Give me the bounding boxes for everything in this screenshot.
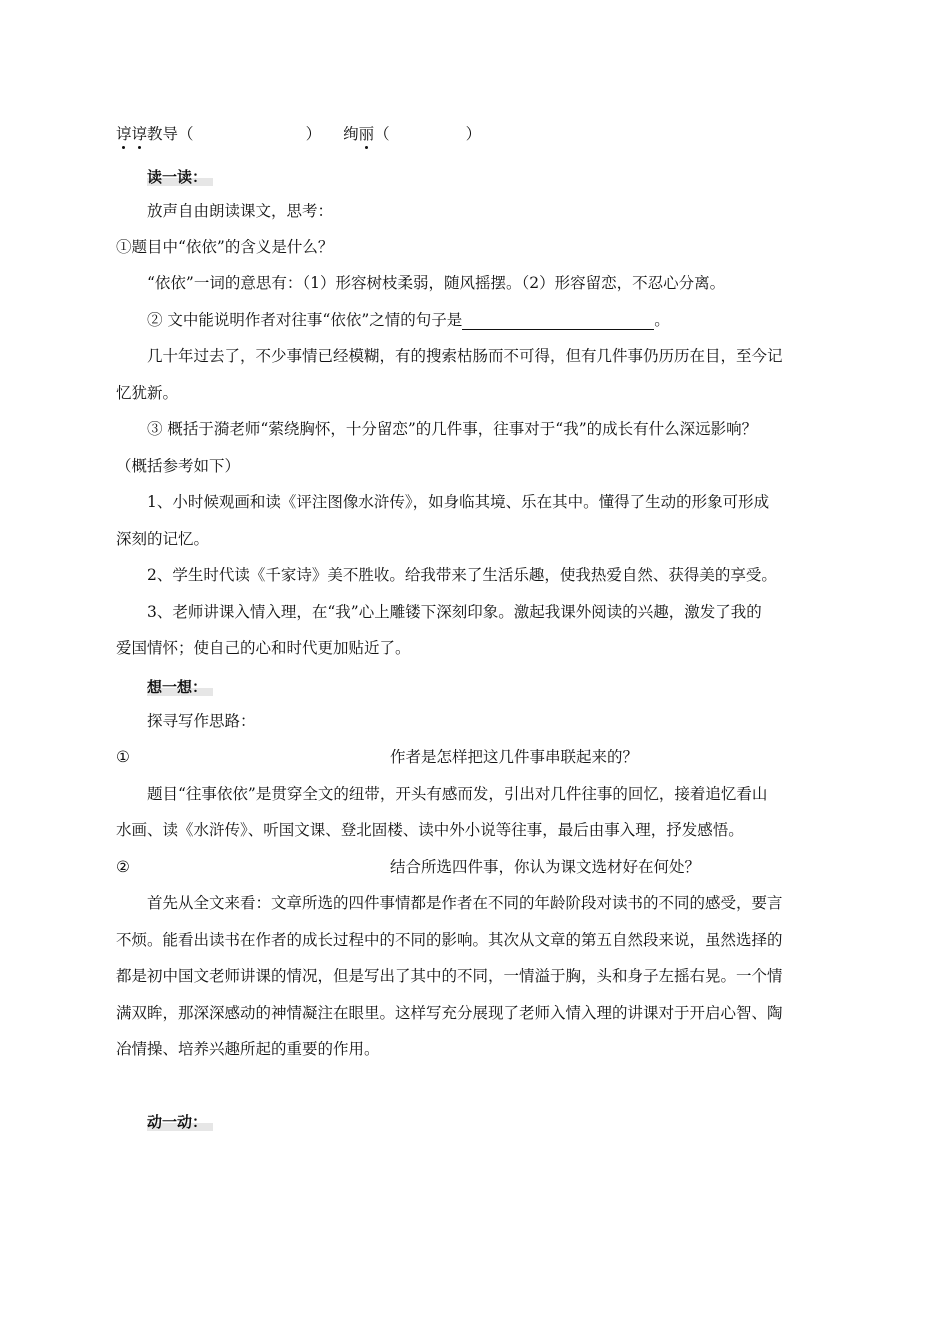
summary-item-2: 2、学生时代读《千家诗》美不胜收。给我带来了生活乐趣，使我热爱自然、获得美的享受。: [147, 566, 777, 584]
vocab-line: [116, 124, 481, 144]
think-question-1: 作者是怎样把这几件事串联起来的？: [390, 748, 639, 766]
think-answer-1-line-1: 题目“往事依依”是贯穿全文的纽带，开头有感而发，引出对几件往事的回忆，接着追忆看山: [147, 785, 768, 803]
summary-item-1-line-2: 深刻的记忆。: [116, 530, 210, 548]
think-answer-1-line-2: 水画、读《水浒传》、听国文课、登北固楼、读中外小说等往事，最后由事入理，抒发感悟。: [116, 821, 744, 839]
summary-item-1-line-1: 1、小时候观画和读《评注图像水浒传》，如身临其境、乐在其中。懂得了生动的形象可形成: [147, 493, 770, 511]
think-intro: 探寻写作思路：: [147, 712, 256, 730]
vocab-paren-open: （: [374, 125, 390, 143]
vocab-word-1-char-2: 谆: [131, 125, 148, 143]
think-question-1-number: ①: [116, 748, 130, 766]
summary-item-3-line-1: 3、老师讲课入情入理，在“我”心上雕镂下深刻印象。激起我课外阅读的兴趣，激发了我的: [147, 603, 762, 621]
answer-blank-line: [462, 313, 654, 330]
section-heading-read: 读一读：: [147, 167, 213, 187]
vocab-word-2-char-1: 绚: [343, 125, 359, 143]
section-heading-think: 想一想：: [147, 677, 213, 697]
read-answer-2-line-2: 忆犹新。: [116, 384, 179, 402]
read-question-3-note: （概括参考如下）: [116, 457, 241, 475]
think-question-2-number: ②: [116, 858, 130, 876]
read-question-2-text: ② 文中能说明作者对往事“依依”之情的句子是: [147, 311, 463, 329]
vocab-word-2-char-2: 丽: [358, 125, 375, 143]
vocab-paren-close: ）: [465, 125, 482, 143]
think-answer-2-line-2: 不烦。能看出读书在作者的成长过程中的不同的影响。其次从文章的第五自然段来说，虽然选择的: [116, 931, 783, 949]
think-answer-2-line-5: 冶情操、培养兴趣所起的重要的作用。: [116, 1040, 380, 1058]
read-answer-2-line-1: 几十年过去了，不少事情已经模糊，有的搜索枯肠而不可得，但有几件事仍历历在目，至今记: [147, 347, 783, 365]
think-answer-2-line-4: 满双眸，那深深感动的神情凝注在眼里。这样写充分展现了老师入情入理的讲课对于开启心智、陶: [116, 1004, 783, 1022]
vocab-paren-close: ）: [305, 125, 322, 143]
read-question-1: ①题目中“依依”的含义是什么？: [116, 238, 334, 256]
read-answer-1: “依依”一词的意思有：（1）形容树枝柔弱，随风摇摆。（2）形容留恋，不忍心分离。: [147, 274, 726, 292]
read-question-2-end: 。: [654, 311, 670, 329]
read-intro: 放声自由朗读课文，思考：: [147, 202, 334, 220]
vocab-word-1-char-1: 谆: [116, 125, 132, 143]
summary-item-3-line-2: 爱国情怀；使自己的心和时代更加贴近了。: [116, 639, 411, 657]
read-question-2: [147, 310, 670, 330]
think-answer-2-line-3: 都是初中国文老师讲课的情况，但是写出了其中的不同，一情溢于胸，头和身子左摇右晃。一个情: [116, 967, 783, 985]
think-answer-2-line-1: 首先从全文来看：文章所选的四件事情都是作者在不同的年龄阶段对读书的不同的感受，要言: [147, 894, 783, 912]
vocab-paren-open: （: [178, 125, 194, 143]
vocab-word-1-rest: 教导: [147, 125, 179, 143]
read-question-3: ③ 概括于漪老师“萦绕胸怀，十分留恋”的几件事，往事对于“我”的成长有什么深远影响？: [147, 420, 758, 438]
think-question-2: 结合所选四件事，你认为课文选材好在何处？: [390, 858, 701, 876]
section-heading-act: 动一动：: [147, 1112, 213, 1132]
